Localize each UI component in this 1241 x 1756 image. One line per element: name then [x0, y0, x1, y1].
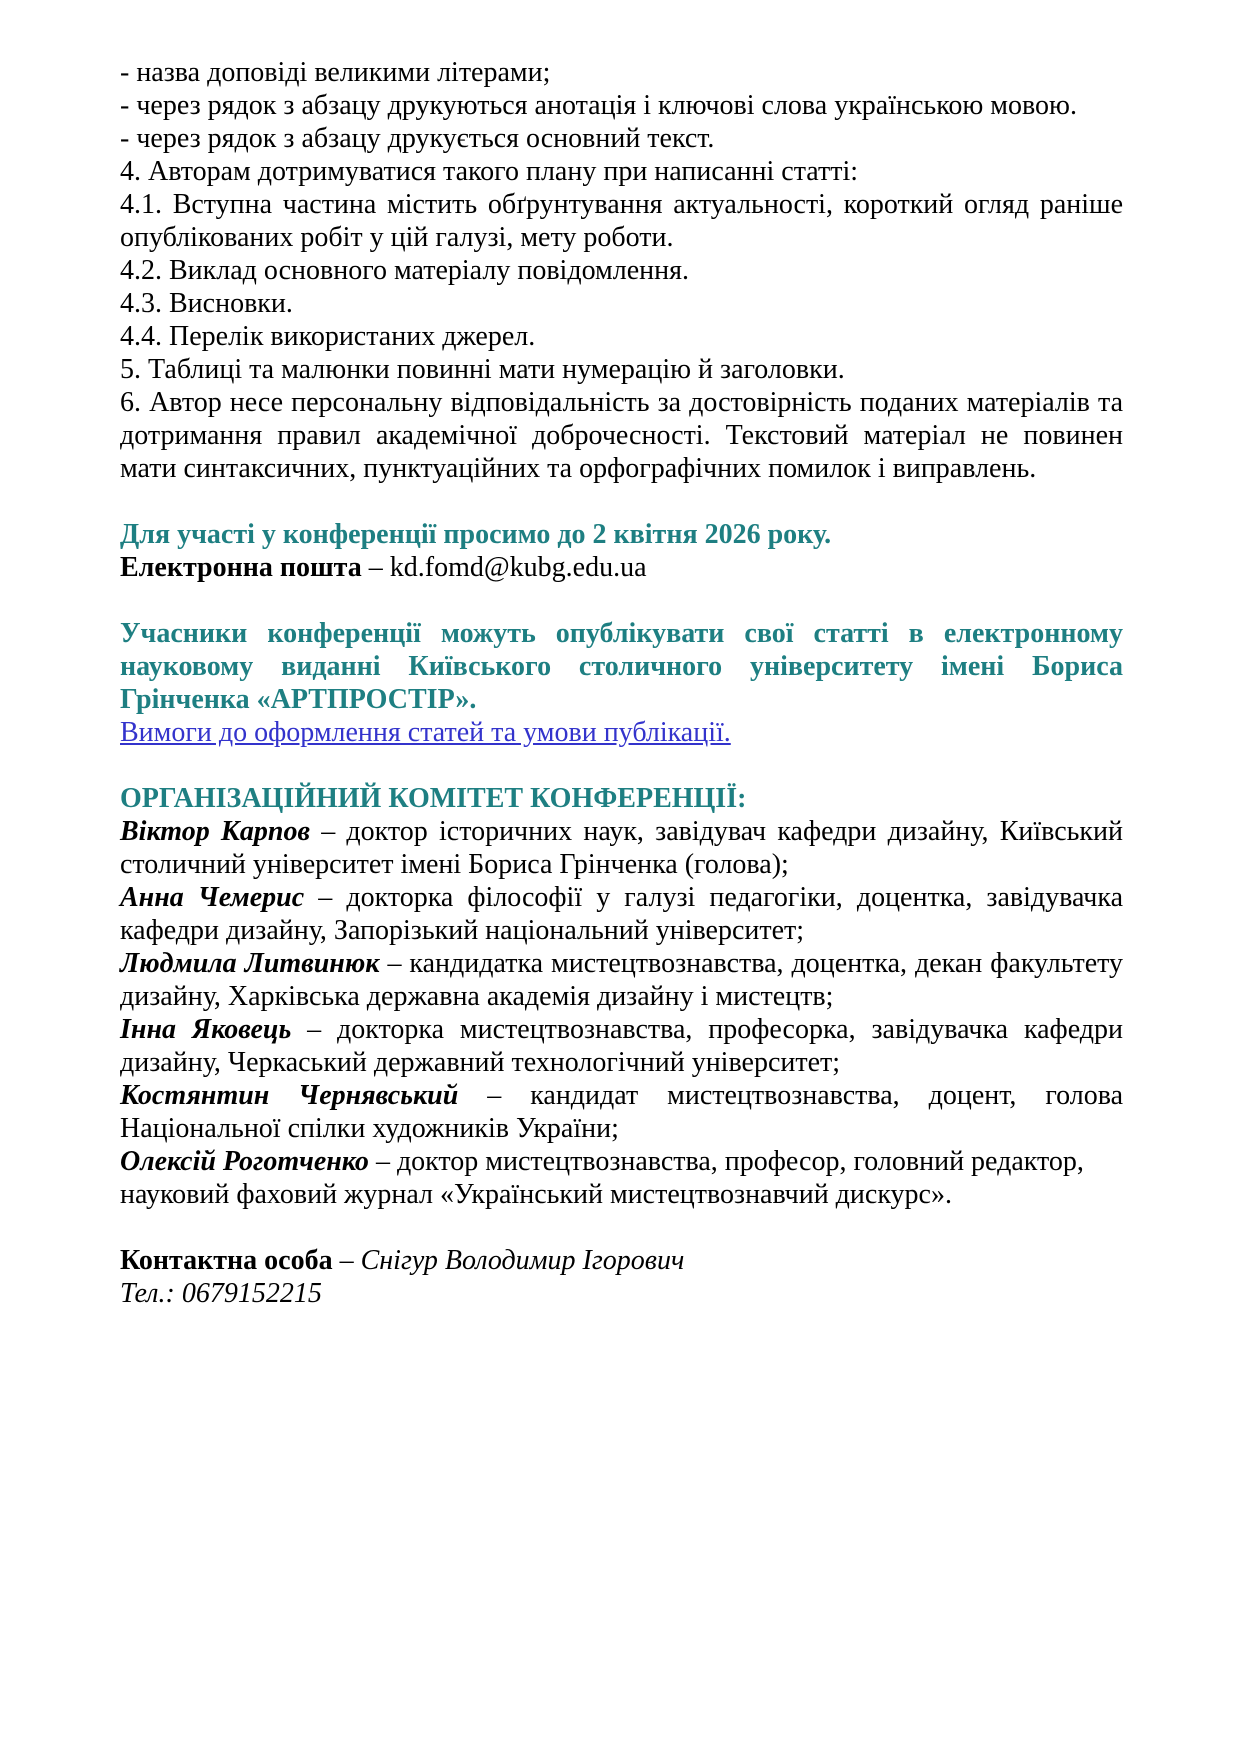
member-desc: – докторка філософії у галузі педагогіки, доцентка, завідувачка кафедри дизайну, Запорізький національний університет; — [120, 882, 1123, 946]
committee-member-chemerys — [120, 881, 1123, 947]
committee-heading: ОРГАНІЗАЦІЙНИЙ КОМІТЕТ КОНФЕРЕНЦІЇ: — [120, 783, 747, 814]
publication-info: Учасники конференції можуть опублікувати свої статті в електронному науковому виданні Київського столичного університету імені Бориса Грінченка «АРТПРОСТІР». — [120, 618, 1123, 715]
blank-line — [120, 584, 1123, 617]
requirements-link[interactable]: Вимоги до оформлення статей та умови публікації. — [120, 717, 731, 748]
committee-member-rohotchenko — [120, 1145, 1123, 1211]
rule-bullet-2: - через рядок з абзацу друкуються анотація і ключові слова українською мовою. — [120, 90, 1077, 121]
blank-line — [120, 1211, 1123, 1244]
member-desc: – доктор історичних наук, завідувач кафедри дизайну, Київський столичний університет імені Бориса Грінченка (голова); — [120, 816, 1123, 880]
email-line — [120, 551, 1123, 584]
member-name: Костянтин Чернявський — [120, 1080, 459, 1111]
rule-item-4-2: 4.2. Виклад основного матеріалу повідомлення. — [120, 255, 689, 286]
deadline-line: Для участі у конференції просимо до 2 квітня 2026 року. — [120, 519, 832, 550]
contact-phone-line: Тел.: 0679152215 — [120, 1278, 322, 1309]
member-name: Людмила Литвинюк — [120, 948, 380, 979]
committee-member-cherniavskyi — [120, 1079, 1123, 1145]
email-label: Електронна пошта — [120, 552, 362, 583]
rule-item-5: 5. Таблиці та малюнки повинні мати нумерацію й заголовки. — [120, 354, 845, 385]
member-desc: – кандидат мистецтвознавства, доцент, голова Національної спілки художників України; — [120, 1080, 1123, 1144]
contact-separator: – — [332, 1245, 361, 1276]
blank-line — [120, 485, 1123, 518]
rule-item-4: 4. Авторам дотримуватися такого плану при написанні статті: — [120, 156, 859, 187]
rule-item-4-1: 4.1. Вступна частина містить обґрунтування актуальності, короткий огляд раніше опублікованих робіт у цій галузі, мету роботи. — [120, 189, 1123, 253]
member-name: Анна Чемерис — [120, 882, 305, 913]
blank-line — [120, 749, 1123, 782]
rule-bullet-1: - назва доповіді великими літерами; — [120, 57, 551, 88]
contact-label: Контактна особа — [120, 1245, 333, 1276]
rule-item-4-3: 4.3. Висновки. — [120, 288, 293, 319]
rule-item-6: 6. Автор несе персональну відповідальність за достовірність поданих матеріалів та дотримання правил академічної доброчесності. Текстовий матеріал не повинен мати синтаксичних, пунктуаційних та орфографічних помилок і виправлень. — [120, 387, 1123, 484]
member-desc-line2: науковий фаховий журнал «Український мистецтвознавчий дискурс». — [120, 1179, 952, 1210]
rule-item-4-4: 4.4. Перелік використаних джерел. — [120, 321, 536, 352]
member-name: Віктор Карпов — [120, 816, 310, 847]
committee-member-yakovets — [120, 1013, 1123, 1079]
committee-member-lytvyniuk — [120, 947, 1123, 1013]
member-name: Інна Яковець — [120, 1014, 292, 1045]
contact-person-name: Снігур Володимир Ігорович — [360, 1245, 685, 1276]
member-desc: – докторка мистецтвознавства, професорка, завідувачка кафедри дизайну, Черкаський державний технологічний університет; — [120, 1014, 1123, 1078]
email-address: kd.fomd@kubg.edu.ua — [389, 552, 647, 583]
publication-link-line — [120, 716, 1123, 749]
member-desc: – доктор мистецтвознавства, професор, головний редактор, — [368, 1146, 1084, 1177]
rule-bullet-3: - через рядок з абзацу друкується основний текст. — [120, 123, 715, 154]
email-separator: – — [361, 552, 390, 583]
member-name: Олексій Роготченко — [120, 1146, 369, 1177]
contact-person-line — [120, 1244, 1123, 1277]
committee-member-karpov — [120, 815, 1123, 881]
member-desc: – кандидатка мистецтвознавства, доцентка, декан факультету дизайну, Харківська державна академія дизайну і мистецтв; — [120, 948, 1124, 1012]
